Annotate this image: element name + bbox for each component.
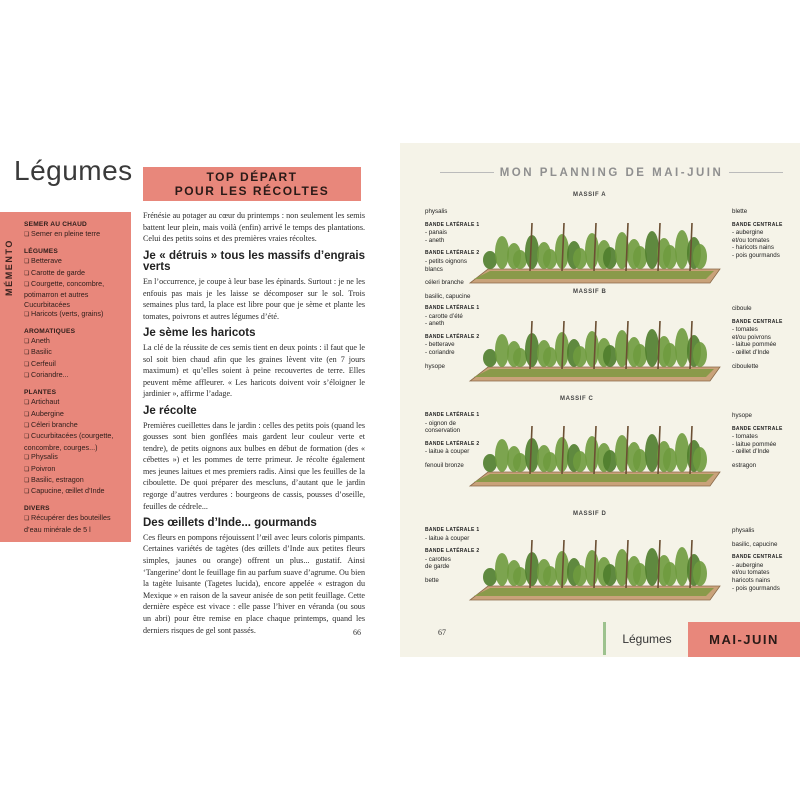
plant-clump [585, 550, 599, 586]
plant-clump [633, 563, 647, 586]
plant-clump [495, 334, 509, 367]
plant-clump [495, 236, 509, 269]
memento-heading: AROMATIQUES [24, 327, 76, 335]
plant-clump [633, 246, 647, 269]
memento-item: ❏ Betterave [24, 256, 128, 267]
plant-clump [483, 454, 497, 472]
plant-clump [483, 251, 497, 269]
memento-item: ❏ Haricots (verts, grains) [24, 309, 128, 320]
tab-mai-juin: MAI-JUIN [688, 622, 800, 657]
plant-clump [675, 547, 689, 586]
plant-annotation: BANDE LATÉRALE 1 - oignon de conservation [425, 412, 480, 435]
plant-stake [626, 426, 628, 474]
memento-list [24, 220, 128, 534]
plant-clump [663, 448, 677, 472]
plant-clump [543, 566, 557, 586]
plant-clump [513, 250, 527, 269]
plant-clump [603, 247, 617, 269]
plant-clump [543, 452, 557, 472]
plant-annotation: BANDE CENTRALE - tomates et/ou poivrons - laitue pommée - œillet d’Inde [732, 318, 783, 356]
plant-annotation: basilic, capucine [732, 540, 778, 548]
intro-paragraph: Frénésie au potager au cœur du printemps : non seulement les semis battent leur plein, mais voilà (enfin) arrivé le temps des plantations. Celui des petits soins et des premières vraies récoltes. [143, 211, 365, 244]
plant-clump [675, 230, 689, 269]
plant-annotation: BANDE CENTRALE - tomates - laitue pommée - œillet d’Inde [732, 425, 783, 456]
plant-annotation: physalis [732, 527, 755, 534]
plant-clump [573, 565, 587, 586]
section-paragraph: La clé de la réussite de ces semis tient en deux points : il faut que le sol soit bien chaud afin que les graines lèvent vite (en 7 jours maximum) et qu’elles soient à peine recouvertes de terre. Elles peuvent même affleurer. « Les haricots doivent voir s’éloigner le jardinier », affirme l’adage. [143, 342, 365, 399]
page-title: Légumes [14, 155, 133, 186]
section-heading: Des œillets d’Inde... gourmands [143, 517, 317, 530]
memento-item: ❏ Basilic, estragon [24, 475, 128, 486]
memento-box [0, 212, 131, 542]
plant-stake [626, 540, 628, 588]
memento-tag: MÉMENTO [4, 238, 14, 296]
memento-item: ❏ Récupérer des bouteilles d’eau minérale de 5 l [24, 513, 128, 534]
plant-clump [633, 449, 647, 472]
banner-line-2: POUR LES RÉCOLTES [174, 184, 330, 198]
plant-clump [645, 329, 659, 367]
plant-annotation: hysope [732, 412, 752, 419]
tab-legumes: Légumes [603, 622, 688, 655]
plant-annotation: BANDE LATÉRALE 2 - betterave - coriandre [425, 333, 480, 356]
plant-annotation: basilic, capucine [425, 292, 471, 300]
section-heading: Je récolte [143, 404, 197, 417]
section-heading: Je sème les haricots [143, 327, 256, 340]
plant-annotation: physalis [425, 208, 448, 215]
planning-title: MON PLANNING DE MAI-JUIN [494, 167, 730, 179]
section-paragraph: Premières cueillettes dans le jardin : celles des petits pois (quand les gousses sont bien gonflées mais gardent leur couleur verte et tendre), de petits oignons aux bulbes en début de formation (des « cébettes ») et les pommes de terre primeur. Je récolte également mes jeunes laitues et mes premiers radis. Ainsi que les feuilles de la ciboulette. De quoi préparer des mescluns, d’autant que le jardin regorge d’autres verdures : bourgeons de cassis, pousses d’oseille, feuilles de cédrele... [143, 420, 365, 511]
memento-item: ❏ Capucine, œillet d’Inde [24, 486, 128, 497]
plant-stake [626, 223, 628, 271]
article-body [143, 210, 365, 641]
memento-item: ❏ Semer en pleine terre [24, 229, 128, 240]
massif-label: MASSIF B [573, 289, 607, 295]
plant-clump [693, 447, 707, 472]
plant-clump [573, 451, 587, 472]
plant-annotation: BANDE CENTRALE - aubergine et/ou tomates haricots nains - pois gourmands [732, 554, 783, 592]
plant-clump [543, 249, 557, 269]
section-paragraph: Ces fleurs en pompons réjouissent l’œil avec leurs coloris pimpants. Certaines variétés de tagètes (des œillets d’Inde aux petites fleurs simples, jaunes ou orange) offrent un plus... gustatif. Ainsi ‘Tangerine’ dont le feuillage fin au parfum suave d’agrume. Ou bien la tagète luisante (Tagetes lucida), encore appelée « estragon du Mexique » en raison de la saveur anisée de son petit feuillage. Cette dernière espèce est vivace : elle passe l’hiver en véranda (ou sous un abri) pour être remise en place chaque printemps, quand les derniers risques de gel sont passés. [143, 532, 365, 635]
plant-annotation: ciboule [732, 305, 752, 312]
plant-clump [573, 248, 587, 269]
plant-annotation: BANDE LATÉRALE 2 - laitue à couper [425, 440, 480, 456]
plant-clump [693, 561, 707, 586]
banner-line-1: TOP DÉPART [206, 170, 298, 184]
section-paragraph: En l’occurrence, je coupe à leur base les épinards. Surtout : je ne les enfouis pas mais je les laisse se décomposer sur le sol. Trois semaines plus tard, la place est libre pour que je sème et plante les tomates, poivrons et autres légumes d’été. [143, 276, 365, 321]
plant-clump [675, 433, 689, 472]
memento-heading: SEMER AU CHAUD [24, 221, 87, 228]
plant-clump [693, 244, 707, 269]
plant-annotation: BANDE LATÉRALE 1 - carotte d’été - aneth [425, 305, 480, 328]
memento-heading: LÉGUMES [24, 247, 59, 255]
bed-soil [474, 588, 714, 596]
plant-annotation: BANDE LATÉRALE 2 - petits oignons blancs [425, 250, 480, 273]
plant-clump [663, 245, 677, 269]
memento-item: ❏ Basilic [24, 347, 128, 358]
page-number-right: 67 [438, 628, 446, 637]
plant-clump [663, 562, 677, 586]
plant-annotation: BANDE LATÉRALE 1 - laitue à couper [425, 527, 480, 542]
plant-clump [483, 568, 497, 586]
memento-item: ❏ Artichaut [24, 397, 128, 408]
massif-label: MASSIF A [573, 192, 607, 198]
plant-clump [603, 450, 617, 472]
memento-item: ❏ Aubergine [24, 409, 128, 420]
memento-item: ❏ Courgette, concombre, potimarron et autres Cucurbitacées [24, 279, 128, 309]
plant-clump [513, 453, 527, 472]
plant-annotation: hysope [425, 362, 445, 370]
section-heading: Je « détruis » tous les massifs d’engrais verts [143, 249, 365, 274]
plant-clump [483, 349, 497, 367]
plant-clump [543, 347, 557, 367]
memento-item: ❏ Coriandre... [24, 370, 128, 381]
memento-item: ❏ Physalis [24, 452, 128, 463]
section-banner [143, 167, 361, 201]
plant-clump [645, 434, 659, 472]
memento-item: ❏ Cucurbitacées (courgette, concombre, courges...) [24, 431, 128, 452]
plant-clump [603, 564, 617, 586]
plant-annotation: bette [425, 577, 439, 584]
plant-clump [513, 348, 527, 367]
memento-heading: DIVERS [24, 504, 50, 512]
plant-annotation: ciboulette [732, 362, 759, 370]
plant-clump [633, 344, 647, 367]
plant-clump [645, 231, 659, 269]
plant-clump [495, 439, 509, 472]
plant-clump [513, 567, 527, 586]
memento-item: ❏ Carotte de garde [24, 268, 128, 279]
plant-clump [663, 343, 677, 367]
bed-soil [474, 474, 714, 482]
plant-clump [573, 346, 587, 367]
bed-soil [474, 271, 714, 279]
memento-item: ❏ Aneth [24, 336, 128, 347]
plant-annotation: BANDE CENTRALE - aubergine et/ou tomates - haricots nains - pois gourmands [732, 221, 783, 259]
plant-annotation: BANDE LATÉRALE 1 - panais - aneth [425, 221, 480, 244]
bed-soil [474, 369, 714, 377]
plant-stake [626, 321, 628, 369]
plant-clump [693, 342, 707, 367]
plant-annotation: fenouil bronze [425, 462, 464, 469]
massif-label: MASSIF C [560, 396, 594, 402]
plant-clump [495, 553, 509, 586]
plant-clump [585, 233, 599, 269]
plant-annotation: blette [732, 208, 748, 215]
plant-clump [675, 328, 689, 367]
plant-clump [585, 436, 599, 472]
memento-item: ❏ Céleri branche [24, 420, 128, 431]
massif-label: MASSIF D [573, 511, 607, 517]
plant-clump [603, 345, 617, 367]
plant-clump [645, 548, 659, 586]
plant-annotation: estragon [732, 462, 757, 469]
memento-item: ❏ Poivron [24, 464, 128, 475]
memento-heading: PLANTES [24, 388, 57, 396]
plant-clump [585, 331, 599, 367]
memento-item: ❏ Cerfeuil [24, 359, 128, 370]
plant-annotation: céleri branche [425, 279, 464, 287]
plant-annotation: BANDE LATÉRALE 2 - carottes de garde [425, 548, 480, 571]
page-number-left: 66 [353, 628, 361, 637]
